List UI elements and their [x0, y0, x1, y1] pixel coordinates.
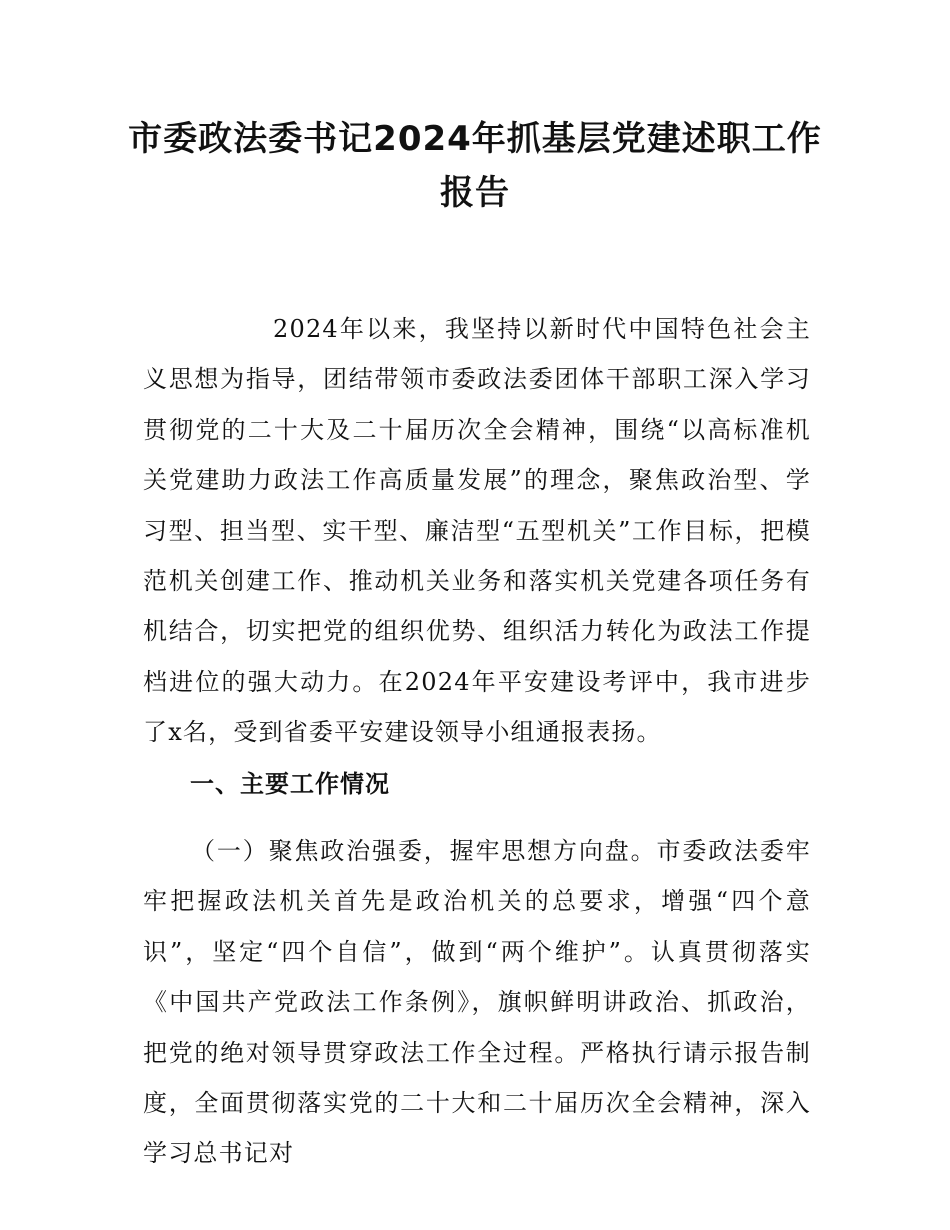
intro-paragraph: 2024年以来，我坚持以新时代中国特色社会主义思想为指导，团结带领市委政法委团体干部职工深入学习贯彻党的二十大及二十届历次全会精神，围绕“以高标准机关党建助力政法工作高质量发展”的理念，聚焦政治型、学习型、担当型、实干型、廉洁型“五型机关”工作目标，把模范机关创建工作、推动机关业务和落实机关党建各项任务有机结合，切实把党的组织优势、组织活力转化为政法工作提档进位的强大动力。在2024年平安建设考评中，我市进步了x名，受到省委平安建设领导小组通报表扬。	[143, 315, 811, 747]
title-line-2: 报告	[440, 173, 510, 213]
title-line-1: 市委政法委书记2024年抓基层党建述职工作	[128, 119, 822, 159]
section-heading: 一、主要工作情况	[190, 770, 390, 798]
subsection-paragraph: （一）聚焦政治强委，握牢思想方向盘。市委政法委牢牢把握政法机关首先是政治机关的总要求，增强“四个意识”，坚定“四个自信”，做到“两个维护”。认真贯彻落实《中国共产党政法工作条例》，旗帜鲜明讲政治、抓政治，把党的绝对领导贯穿政法工作全过程。严格执行请示报告制度，全面贯彻落实党的二十大和二十届历次全会精神，深入学习总书记对	[143, 837, 811, 1168]
document-title	[120, 112, 830, 220]
